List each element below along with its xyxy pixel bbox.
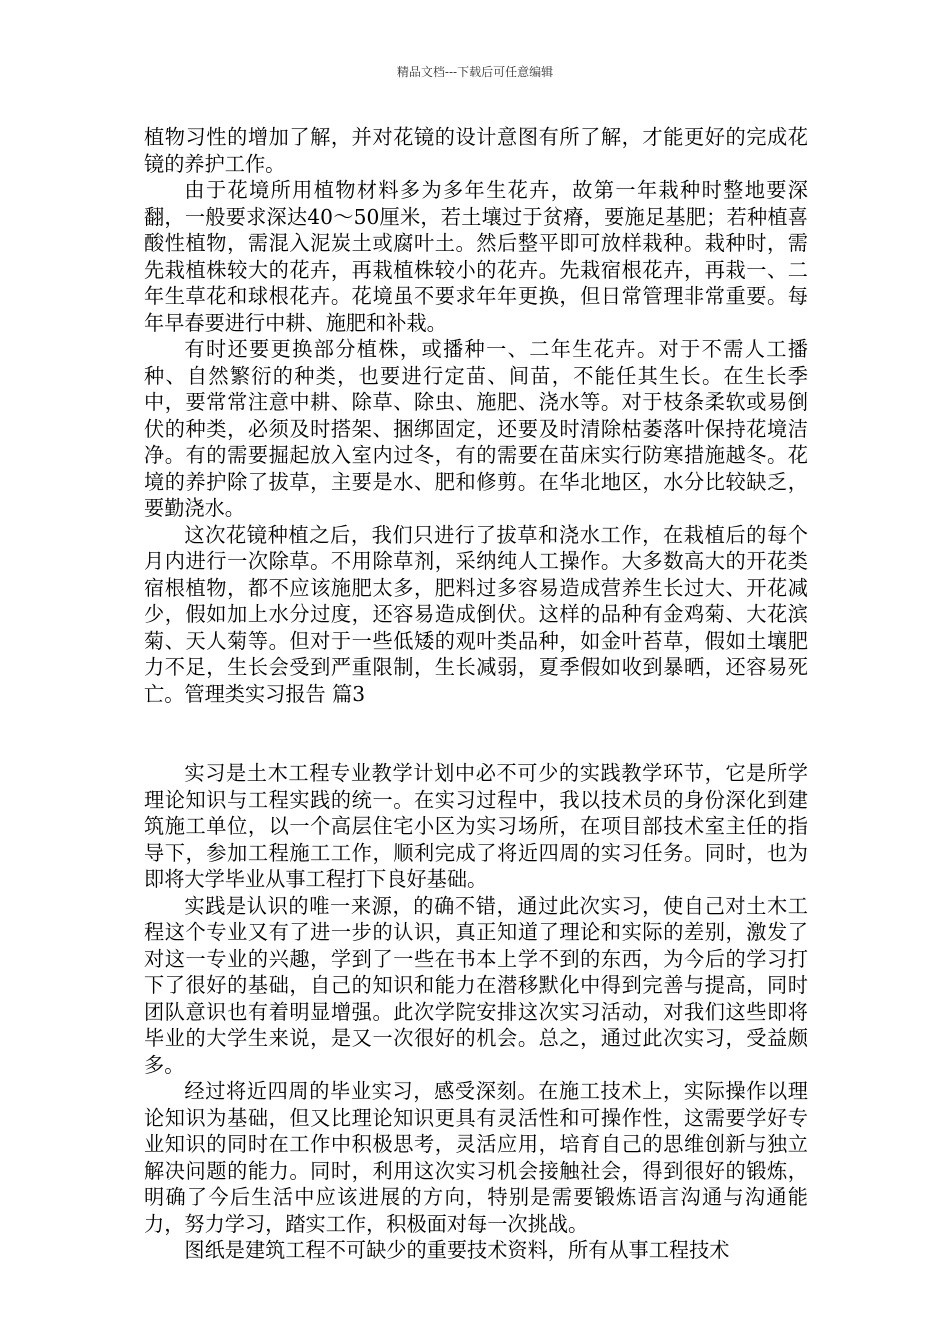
- paragraph-maintenance: 有时还要更换部分植株，或播种一、二年生花卉。对于不需人工播种、自然繁衍的种类，也要进行定苗、间苗，不能任其生长。在生长季中，要常常注意中耕、除草、除虫、施肥、浇水等。对于枝条柔软或易倒伏的种类，必须及时搭架、捆绑固定，还要及时清除枯萎落叶保持花境洁净。有的需要掘起放入室内过冬，有的需要在苗床实行防寒措施越冬。花境的养护除了拔草，主要是水、肥和修剪。在华北地区，水分比较缺乏，要勤浇水。: [144, 337, 808, 520]
- paragraph-internship-intro: 实习是土木工程专业教学计划中必不可少的实践教学环节，它是所学理论知识与工程实践的统一。在实习过程中，我以技术员的身份深化到建筑施工单位，以一个高层住宅小区为实习场所，在项目部技术室主任的指导下，参加工程施工工作，顺利完成了将近四周的实习任务。同时，也为即将大学毕业从事工程打下良好基础。: [144, 761, 808, 891]
- paragraph-practice-knowledge: 实践是认识的唯一来源，的确不错，通过此次实习，使自己对土木工程这个专业又有了进一步的认识，真正知道了理论和实际的差别，激发了对这一专业的兴趣，学到了一些在书本上学不到的东西，为今后的学习打下了很好的基础，自己的知识和能力在潜移默化中得到完善与提高，同时团队意识也有着明显增强。此次学院安排这次实习活动，对我们这些即将毕业的大学生来说，是又一次很好的机会。总之，通过此次实习，受益颇多。: [144, 893, 808, 1077]
- document-body: [144, 124, 808, 1264]
- paragraph-drawings: 图纸是建筑工程不可缺少的重要技术资料，所有从事工程技术: [184, 1238, 730, 1262]
- paragraph-weeding-watering: 这次花镜种植之后，我们只进行了拔草和浇水工作，在栽植后的每个月内进行一次除草。不用除草剂，采纳纯人工操作。大多数高大的开花类宿根植物，都不应该施肥太多，肥料过多容易造成营养生长过大、开花减少，假如加上水分过度，还容易造成倒伏。这样的品种有金鸡菊、大花滨菊、天人菊等。但对于一些低矮的观叶类品种，如金叶苔草，假如土壤肥力不足，生长会受到严重限制，生长减弱，夏季假如收到暴晒，还容易死亡。管理类实习报告 篇3: [144, 522, 808, 706]
- paragraph-continued: 植物习性的增加了解，并对花镜的设计意图有所了解，才能更好的完成花镜的养护工作。: [144, 125, 808, 176]
- page-header: 精品文档---下载后可任意编辑: [396, 65, 554, 79]
- paragraph-experience: 经过将近四周的毕业实习，感受深刻。在施工技术上，实际操作以理论知识为基础，但又比理论知识更具有灵活性和可操作性，这需要学好专业知识的同时在工作中积极思考，灵活应用，培育自己的思维创新与独立解决问题的能力。同时，利用这次实习机会接触社会，得到很好的锻炼，明确了今后生活中应该进展的方向，特别是需要锻炼语言沟通与沟通能力，努力学习，踏实工作，积极面对每一次挑战。: [144, 1079, 808, 1236]
- section-spacer: [144, 707, 808, 760]
- paragraph-soil-preparation: 由于花境所用植物材料多为多年生花卉，故第一年栽种时整地要深翻，一般要求深达40～50厘米，若土壤过于贫瘠，要施足基肥；若种植喜酸性植物，需混入泥炭土或腐叶土。然后整平即可放样栽种。栽种时，需先栽植株较大的花卉，再栽植株较小的花卉。先栽宿根花卉，再栽一、二年生草花和球根花卉。花境虽不要求年年更换，但日常管理非常重要。每年早春要进行中耕、施肥和补栽。: [144, 178, 808, 335]
